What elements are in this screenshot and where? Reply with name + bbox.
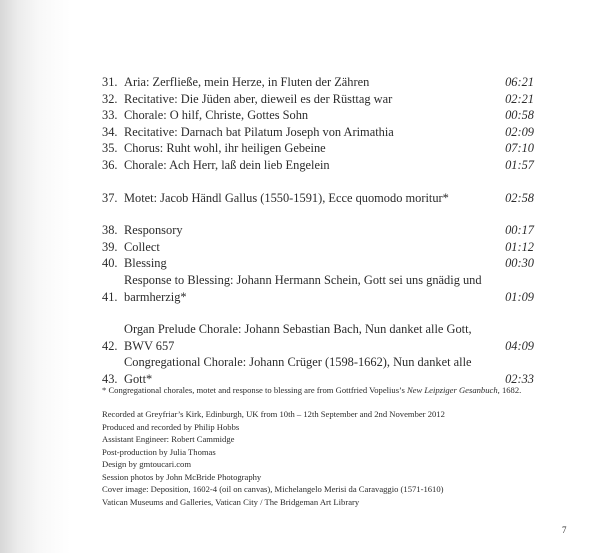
track-duration: 06:21 [505,75,534,89]
track-number: 36. [102,157,118,172]
track-title: Blessing [124,256,167,271]
track-list [102,74,534,388]
track-row [102,74,534,91]
credit-museum: Vatican Museums and Galleries, Vatican City / The Bridgeman Art Library [102,496,360,507]
track-number: 43. [102,371,118,386]
track-number: 38. [102,223,118,238]
group-spacer [102,305,534,321]
track-title: Congregational Chorale: Johann Crüger (1598-1662), Nun danket alle Gott* [124,355,472,386]
track-number: 42. [102,338,118,353]
track-title: Chorale: Ach Herr, laß dein lieb Engelein [124,157,330,172]
track-title: Chorale: O hilf, Christe, Gottes Sohn [124,108,309,123]
credit-recorded: Recorded at Greyfriar’s Kirk, Edinburgh, UK from 10th – 12th September and 2nd November 2012 [102,409,445,419]
track-duration: 04:09 [505,338,534,353]
track-duration: 01:57 [505,157,534,172]
credit-session-photos: Session photos by John McBride Photography [102,471,262,482]
track-duration: 02:58 [505,190,534,205]
track-row [102,222,534,239]
track-row [102,157,534,174]
footnote-text: * Congregational chorales, motet and response to blessing are from Gottfried Vopelius’s [102,385,407,395]
track-title: Chorus: Ruht wohl, ihr heiligen Gebeine [124,141,326,156]
track-title: Organ Prelude Chorale: Johann Sebastian Bach, Nun danket alle Gott, BWV 657 [124,322,472,353]
track-title: Recitative: Die Jüden aber, dieweil es der Rüsttag war [124,91,393,106]
track-duration: 00:58 [505,108,534,123]
track-row [102,190,534,207]
track-duration: 00:17 [505,223,534,238]
track-row [102,239,534,256]
footnote [102,384,542,396]
track-number: 33. [102,108,118,123]
track-duration: 01:12 [505,239,534,254]
track-row [102,354,534,387]
track-row [102,124,534,141]
track-number: 34. [102,124,118,139]
track-duration: 02:21 [505,91,534,106]
track-title: Aria: Zerfließe, mein Herze, in Fluten der Zähren [124,75,370,89]
track-title: Responsory [124,223,183,238]
track-number: 37. [102,190,118,205]
credit-design: Design by gmtoucari.com [102,459,192,470]
track-number: 32. [102,91,118,106]
credits [102,408,542,508]
track-duration: 00:30 [505,256,534,271]
credit-cover-image: Cover image: Deposition, 1602-4 (oil on canvas), Michelangelo Merisi da Caravaggio (1571-1610) [102,484,444,495]
page-number: 7 [562,525,567,535]
group-spacer [102,174,534,190]
track-title: Collect [124,239,160,254]
track-duration: 02:09 [505,124,534,139]
credit-producer: Produced and recorded by Philip Hobbs [102,421,240,432]
credit-assistant-engineer: Assistant Engineer: Robert Cammidge [102,434,235,445]
track-number: 41. [102,289,118,304]
footnote-book-title: New Leipziger Gesanbuch [406,385,498,395]
footnote-tail: , 1682. [497,385,522,395]
track-row [102,91,534,108]
track-row [102,272,534,305]
track-duration: 02:33 [505,371,534,386]
group-spacer [102,206,534,222]
track-duration: 07:10 [505,141,534,156]
track-row [102,255,534,272]
track-title: Motet: Jacob Händl Gallus (1550-1591), Ecce quomodo moritur* [124,190,449,205]
credit-post-production: Post-production by Julia Thomas [102,446,216,457]
track-title: Recitative: Darnach bat Pilatum Joseph von Arimathia [124,124,394,139]
track-title: Response to Blessing: Johann Hermann Schein, Gott sei uns gnädig und barmherzig* [124,272,482,304]
track-row [102,321,534,354]
track-number: 31. [102,75,118,89]
track-row [102,140,534,157]
track-number: 35. [102,141,118,156]
track-number: 39. [102,239,118,254]
track-row [102,107,534,124]
track-duration: 01:09 [505,289,534,304]
track-number: 40. [102,256,118,271]
